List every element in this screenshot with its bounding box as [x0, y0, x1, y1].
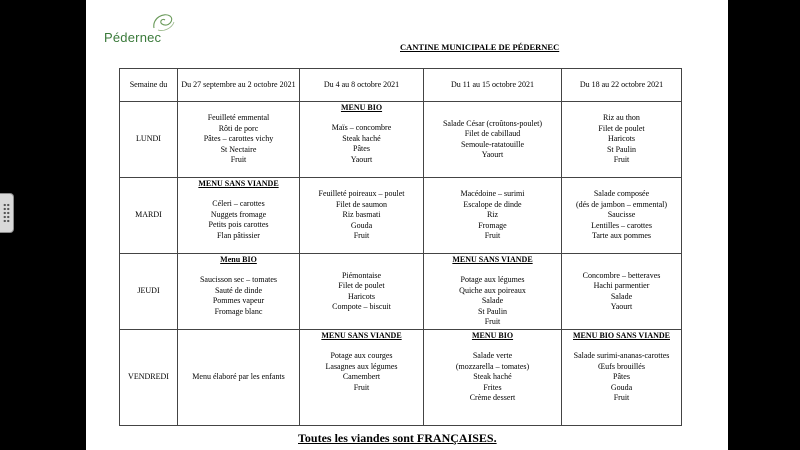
- menu-cell-content: [300, 254, 423, 329]
- dish-item: St Nectaire: [220, 144, 257, 154]
- dish-item: St Paulin: [606, 144, 637, 154]
- dish-item: Céleri – carottes: [212, 199, 265, 209]
- menu-cell-content: [178, 253, 299, 330]
- dish-item: Potage aux courges: [330, 351, 393, 361]
- column-header: Du 11 au 15 octobre 2021: [424, 69, 562, 102]
- dish-item: Nuggets fromage: [210, 209, 267, 219]
- menu-cell-content: [178, 330, 299, 425]
- column-header: Du 4 au 8 octobre 2021: [300, 69, 424, 102]
- dish-item: Haricots: [347, 291, 376, 301]
- menu-cell: [424, 178, 562, 254]
- dish-item: Fromage: [478, 220, 507, 230]
- side-panel-handle[interactable]: [0, 193, 14, 233]
- dish-item: Quiche aux poireaux: [459, 285, 526, 295]
- menu-cell-content: [300, 178, 423, 253]
- dish-item: Fruit: [353, 382, 370, 392]
- menu-cell: [562, 178, 682, 254]
- dish-item: Camembert: [342, 372, 381, 382]
- dish-item: Piémontaise: [341, 270, 382, 280]
- dish-item: Flan pâtissier: [217, 230, 260, 240]
- dish-item: Pâtes – carottes vichy: [203, 134, 274, 144]
- dish-item: Crème dessert: [469, 393, 516, 403]
- dish-item: Gouda: [350, 220, 373, 230]
- menu-cell-content: [178, 102, 299, 177]
- day-label: MARDI: [120, 178, 178, 254]
- dish-item: Filet de saumon: [335, 199, 388, 209]
- table-row: [120, 254, 682, 330]
- dish-item: Frites: [483, 382, 502, 392]
- column-header: Semaine du: [120, 69, 178, 102]
- menu-cell-content: [424, 329, 561, 426]
- day-label: VENDREDI: [120, 330, 178, 426]
- table-header-row: [120, 69, 682, 102]
- menu-cell-content: [562, 329, 681, 426]
- dish-item: Fruit: [484, 317, 501, 327]
- menu-cell-content: [424, 102, 561, 177]
- dish-item: Semoule-ratatouille: [460, 139, 525, 149]
- spacer: [178, 189, 299, 199]
- dish-item: Feuilleté emmental: [207, 113, 270, 123]
- dish-item: Fruit: [353, 231, 370, 241]
- menu-cell: [562, 254, 682, 330]
- dish-item: Menu élaboré par les enfants: [192, 372, 285, 382]
- dish-item: Sauté de dinde: [214, 285, 263, 295]
- spacer: [424, 341, 561, 351]
- menu-cell: [562, 102, 682, 178]
- dish-item: Maïs – concombre: [331, 123, 392, 133]
- menu-cell-content: [178, 177, 299, 254]
- dish-item: Salade surimi-ananas-carottes: [573, 351, 670, 361]
- dish-item: Salade composée: [593, 189, 650, 199]
- day-label: LUNDI: [120, 102, 178, 178]
- menu-cell: [424, 254, 562, 330]
- dish-item: Macédoine – surimi: [460, 189, 525, 199]
- menu-cell-content: [562, 102, 681, 177]
- dish-item: Filet de poulet: [338, 281, 385, 291]
- spacer: [562, 341, 681, 351]
- menu-cell-content: [562, 178, 681, 253]
- dish-item: Fruit: [613, 393, 630, 403]
- menu-heading: MENU SANS VIANDE: [452, 255, 533, 264]
- spacer: [300, 113, 423, 123]
- menu-cell-content: [300, 329, 423, 426]
- spacer: [424, 265, 561, 275]
- dish-item: Fruit: [613, 155, 630, 165]
- dish-item: Pâtes: [613, 372, 630, 382]
- day-label: JEUDI: [120, 254, 178, 330]
- dish-item: Yaourt: [350, 154, 373, 164]
- column-header: Du 27 septembre au 2 octobre 2021: [178, 69, 300, 102]
- menu-cell-content: [300, 101, 423, 178]
- dish-item: Riz basmati: [342, 210, 381, 220]
- dish-item: Fromage blanc: [214, 306, 263, 316]
- dish-item: Riz: [486, 210, 499, 220]
- dish-item: (dés de jambon – emmental): [575, 199, 668, 209]
- dish-item: Pâtes: [353, 144, 370, 154]
- dish-item: Saucisson sec – tomates: [199, 275, 278, 285]
- spacer: [300, 341, 423, 351]
- dish-item: Riz au thon: [603, 113, 640, 123]
- dish-item: Lentilles – carottes: [591, 220, 652, 230]
- footer-note: Toutes les viandes sont FRANÇAISES.: [298, 431, 497, 445]
- menu-cell: [300, 254, 424, 330]
- table-row: [120, 330, 682, 426]
- dish-item: Œufs brouillés: [598, 361, 645, 371]
- dish-item: Salade César (croûtons-poulet): [442, 118, 543, 128]
- table-row: [120, 178, 682, 254]
- dish-item: Escalope de dinde: [463, 199, 522, 209]
- dish-item: Steak haché: [342, 133, 381, 143]
- dish-item: Gouda: [610, 382, 633, 392]
- dish-item: Filet de cabillaud: [464, 129, 521, 139]
- spacer: [178, 265, 299, 275]
- menu-cell-content: [562, 254, 681, 329]
- menu-cell: [424, 330, 562, 426]
- menu-cell: [300, 330, 424, 426]
- dish-item: Petits pois carottes: [208, 220, 269, 230]
- menu-cell: [178, 254, 300, 330]
- menu-cell-content: [424, 253, 561, 330]
- dish-item: Haricots: [607, 134, 636, 144]
- dish-item: Hachi parmentier: [593, 281, 650, 291]
- column-header: Du 18 au 22 octobre 2021: [562, 69, 682, 102]
- menu-heading: MENU BIO: [340, 103, 383, 112]
- dish-item: Fruit: [230, 155, 247, 165]
- dish-item: Salade: [610, 291, 633, 301]
- dish-item: Filet de poulet: [598, 123, 645, 133]
- dish-item: (mozzarella – tomates): [455, 361, 530, 371]
- menu-heading: MENU SANS VIANDE: [198, 179, 279, 188]
- dish-item: Tarte aux pommes: [592, 231, 651, 241]
- table-row: [120, 102, 682, 178]
- logo: Pédernec: [104, 30, 162, 45]
- menu-cell-content: [424, 178, 561, 253]
- menu-cell: [178, 178, 300, 254]
- dish-item: Compote – biscuit: [332, 301, 391, 311]
- dish-item: Salade: [481, 296, 504, 306]
- dish-item: Yaourt: [481, 149, 504, 159]
- dish-item: Potage aux légumes: [460, 275, 525, 285]
- menu-heading: MENU BIO: [471, 331, 514, 340]
- dish-item: Rôti de porc: [218, 123, 259, 133]
- menu-cell: [178, 102, 300, 178]
- dish-item: Salade verte: [472, 351, 513, 361]
- menu-cell: [300, 102, 424, 178]
- dish-item: Concombre – betteraves: [582, 270, 661, 280]
- dish-item: Feuilleté poireaux – poulet: [318, 189, 405, 199]
- dish-item: Steak haché: [473, 372, 512, 382]
- dish-item: Yaourt: [610, 301, 633, 311]
- menu-table: [119, 68, 682, 426]
- menu-cell: [300, 178, 424, 254]
- menu-cell: [178, 330, 300, 426]
- dish-item: Lasagnes aux légumes: [325, 361, 398, 371]
- menu-cell: [562, 330, 682, 426]
- menu-heading: MENU BIO SANS VIANDE: [573, 331, 670, 340]
- menu-cell: [424, 102, 562, 178]
- dish-item: Pommes vapeur: [212, 296, 265, 306]
- menu-heading: MENU SANS VIANDE: [321, 331, 402, 340]
- page-title: CANTINE MUNICIPALE DE PÉDERNEC: [400, 42, 560, 52]
- dish-item: Fruit: [484, 231, 501, 241]
- dish-item: St Paulin: [477, 306, 508, 316]
- dish-item: Saucisse: [607, 210, 636, 220]
- grip-icon: [3, 203, 10, 223]
- menu-heading: Menu BIO: [220, 255, 257, 264]
